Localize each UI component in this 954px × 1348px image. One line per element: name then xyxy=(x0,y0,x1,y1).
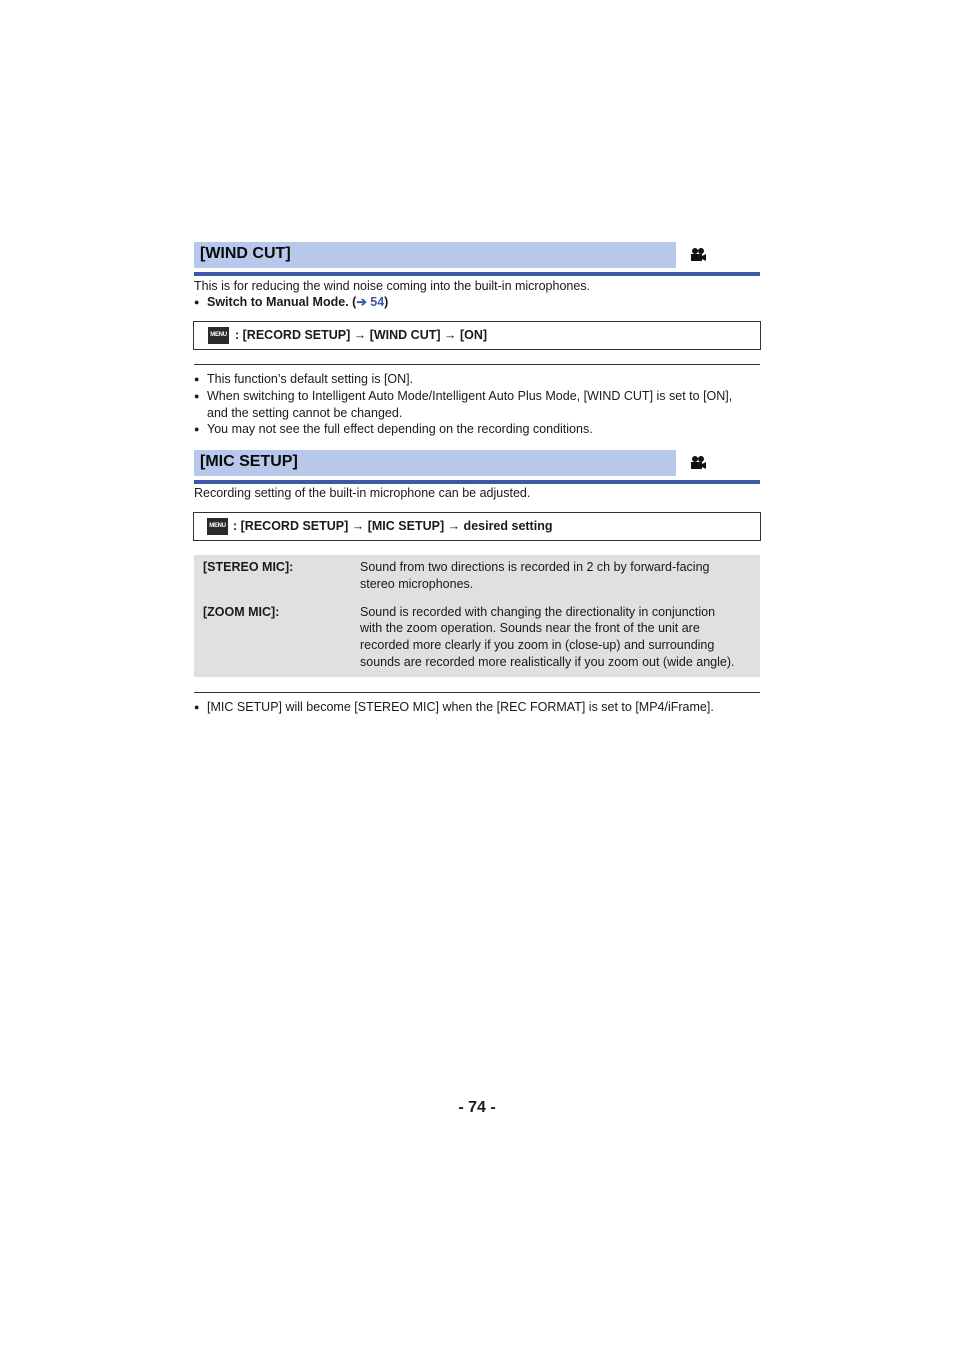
wind-cut-note-2-cont: and the setting cannot be changed. xyxy=(207,406,403,420)
divider xyxy=(194,364,760,365)
mic-options-table xyxy=(194,555,760,677)
mic-setup-description: Recording setting of the built-in microphone can be adjusted. xyxy=(194,486,531,500)
video-camera-icon xyxy=(689,455,707,471)
wind-cut-description: This is for reducing the wind noise coming into the built-in microphones. xyxy=(194,279,591,293)
wind-cut-note-2: ● When switching to Intelligent Auto Mode/Intelligent Auto Plus Mode, [WIND CUT] is set to [ON], xyxy=(207,388,732,405)
wind-cut-title-bg xyxy=(194,242,676,268)
wind-cut-manual-mode xyxy=(207,294,388,311)
wind-cut-title: [WIND CUT] xyxy=(200,245,291,262)
option-label-zoom: [ZOOM MIC]: xyxy=(203,605,280,619)
wind-cut-note-1: ● This function’s default setting is [ON]. xyxy=(207,371,413,388)
mic-setup-menu-box xyxy=(193,512,761,541)
manual-mode-page-link[interactable]: ➔ 54 xyxy=(356,295,385,309)
menu-icon: MENU xyxy=(208,327,229,344)
option-desc-zoom-3: recorded more clearly if you zoom in (close-up) and surrounding xyxy=(360,638,715,652)
mic-setup-header xyxy=(194,450,760,484)
option-desc-zoom-1: Sound is recorded with changing the directionality in conjunction xyxy=(360,605,716,619)
wind-cut-menu-box xyxy=(193,321,761,350)
divider xyxy=(194,692,760,693)
option-desc-stereo-2: stereo microphones. xyxy=(360,577,474,591)
manual-mode-suffix: ) xyxy=(384,295,389,309)
wind-cut-header xyxy=(194,242,760,276)
mic-setup-menu-path: : [RECORD SETUP] → [MIC SETUP] → desired setting xyxy=(233,519,553,533)
mic-setup-title: [MIC SETUP] xyxy=(200,453,298,470)
video-camera-icon xyxy=(689,247,707,263)
wind-cut-note-3: ● You may not see the full effect depending on the recording conditions. xyxy=(207,421,593,438)
page-number: - 74 - xyxy=(458,1099,496,1116)
mic-setup-note: ● [MIC SETUP] will become [STEREO MIC] when the [REC FORMAT] is set to [MP4/iFrame]. xyxy=(207,699,714,716)
option-desc-zoom-4: sounds are recorded more realistically if you zoom out (wide angle). xyxy=(360,655,735,669)
wind-cut-menu-path: : [RECORD SETUP] → [WIND CUT] → [ON] xyxy=(235,328,488,342)
mic-setup-title-bg xyxy=(194,450,676,476)
menu-icon: MENU xyxy=(207,518,228,535)
option-label-stereo: [STEREO MIC]: xyxy=(203,560,294,574)
manual-mode-text: Switch to Manual Mode. ( xyxy=(207,295,357,309)
option-desc-stereo-1: Sound from two directions is recorded in 2 ch by forward-facing xyxy=(360,560,710,574)
option-desc-zoom-2: with the zoom operation. Sounds near the front of the unit are xyxy=(360,621,700,635)
